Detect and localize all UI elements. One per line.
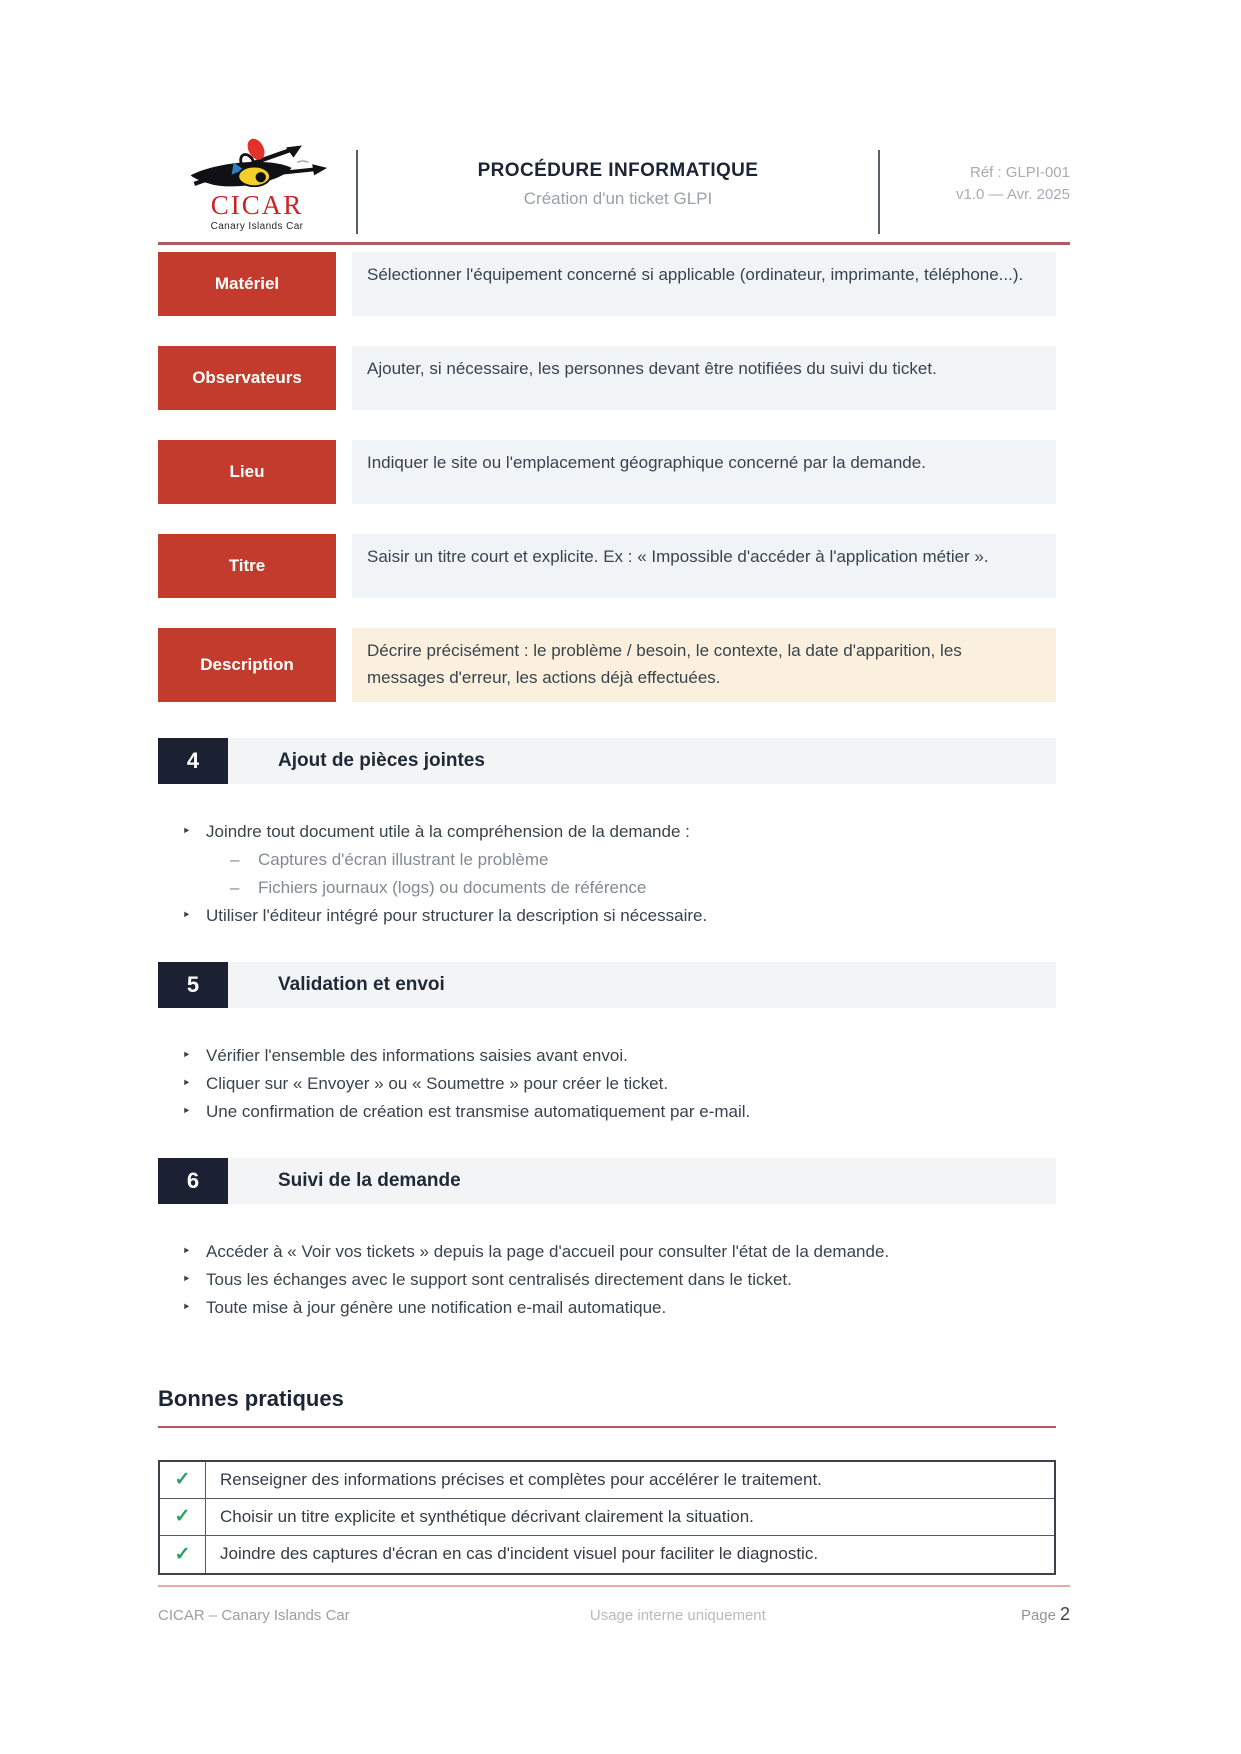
- bullet-icon: ‣: [182, 1074, 191, 1092]
- bullet-icon: ‣: [182, 1298, 191, 1316]
- section-header-bar: [158, 962, 1056, 1008]
- dash-icon: –: [230, 877, 240, 897]
- section-bullet-list: [182, 818, 1070, 930]
- check-icon: ✓: [160, 1536, 206, 1573]
- list-item-text: Accéder à « Voir vos tickets » depuis la page d'accueil pour consulter l'état de la demande.: [206, 1241, 890, 1261]
- sub-list-item-text: Fichiers journaux (logs) ou documents de référence: [258, 877, 647, 897]
- field-row-observateurs: [158, 346, 1056, 410]
- field-label: Matériel: [158, 252, 336, 316]
- footer-page-number: 2: [1059, 1603, 1070, 1624]
- document-reference: Réf : GLPI-001: [969, 163, 1070, 181]
- section-title: Ajout de pièces jointes: [278, 749, 485, 771]
- footer-usage-note: Usage interne uniquement: [589, 1606, 766, 1624]
- table-row: [160, 1499, 1054, 1536]
- section-number-badge: 6: [158, 1158, 228, 1204]
- field-label: Observateurs: [158, 346, 336, 410]
- list-item: [182, 1294, 1070, 1322]
- footer-company: CICAR – Canary Islands Car: [158, 1606, 350, 1624]
- field-description: Indiquer le site ou l'emplacement géographique concerné par la demande.: [352, 440, 1056, 504]
- sub-list-item: [230, 846, 1070, 874]
- list-item: [182, 1238, 1070, 1266]
- check-icon: ✓: [160, 1499, 206, 1535]
- section-bullet-list: [182, 1042, 1070, 1126]
- header-title-block: [358, 138, 878, 236]
- field-label: Titre: [158, 534, 336, 598]
- bullet-icon: ‣: [182, 1102, 191, 1120]
- header-ref-block: [880, 138, 1070, 236]
- logo-tagline: Canary Islands Car: [210, 221, 304, 232]
- table-cell-text: Joindre des captures d'écran en cas d'incident visuel pour faciliter le diagnostic.: [220, 1544, 819, 1564]
- list-item: [182, 1266, 1070, 1294]
- document-subtitle: Création d'un ticket GLPI: [523, 188, 713, 208]
- list-item: [182, 1042, 1070, 1070]
- document-title: PROCÉDURE INFORMATIQUE: [477, 159, 759, 181]
- field-label: Lieu: [158, 440, 336, 504]
- document-footer: [158, 1585, 1070, 1625]
- field-description: Sélectionner l'équipement concerné si applicable (ordinateur, imprimante, téléphone...).: [352, 252, 1056, 316]
- field-description: Saisir un titre court et explicite. Ex : « Impossible d'accéder à l'application métier ».: [352, 534, 1056, 598]
- sub-list-item-text: Captures d'écran illustrant le problème: [258, 849, 549, 869]
- sub-list: [230, 846, 1070, 902]
- sub-list-item: [230, 874, 1070, 902]
- section-number-badge: 4: [158, 738, 228, 784]
- section-validation-envoi: [158, 962, 1070, 1126]
- section-bullet-list: [182, 1238, 1070, 1322]
- section-header-bar: [158, 1158, 1056, 1204]
- section-title: Validation et envoi: [278, 973, 445, 995]
- list-item-text: Joindre tout document utile à la compréhension de la demande :: [206, 821, 690, 841]
- bullet-icon: ‣: [182, 1270, 191, 1288]
- field-row-description: [158, 628, 1056, 702]
- field-row-titre: [158, 534, 1056, 598]
- cicar-logo-icon: [177, 138, 337, 196]
- bullet-icon: ‣: [182, 1242, 191, 1260]
- section-title: Suivi de la demande: [278, 1169, 461, 1191]
- dash-icon: –: [230, 849, 240, 869]
- footer-page-label: Page: [1020, 1606, 1056, 1624]
- field-description: Décrire précisément : le problème / besoin, le contexte, la date d'apparition, les messages d'erreur, les actions déjà effectuées.: [352, 628, 1056, 702]
- bullet-icon: ‣: [182, 822, 191, 840]
- list-item-text: Cliquer sur « Envoyer » ou « Soumettre » pour créer le ticket.: [206, 1073, 669, 1093]
- list-item-text: Une confirmation de création est transmise automatiquement par e-mail.: [206, 1101, 751, 1121]
- list-item: [182, 902, 1070, 930]
- section-suivi-demande: [158, 1158, 1070, 1322]
- list-item-text: Toute mise à jour génère une notification e-mail automatique.: [206, 1297, 667, 1317]
- list-item: [182, 818, 1070, 846]
- list-item-text: Utiliser l'éditeur intégré pour structurer la description si nécessaire.: [206, 905, 708, 925]
- field-description: Ajouter, si nécessaire, les personnes devant être notifiées du suivi du ticket.: [352, 346, 1056, 410]
- list-item: [182, 1070, 1070, 1098]
- footer-page-indicator: [888, 1604, 1070, 1625]
- table-row: [160, 1462, 1054, 1499]
- best-practices-table: [158, 1460, 1056, 1575]
- document-content: [158, 138, 1070, 1625]
- best-practices-heading: Bonnes pratiques: [158, 1386, 1056, 1428]
- field-label: Description: [158, 628, 336, 702]
- table-cell-text: Choisir un titre explicite et synthétique décrivant clairement la situation.: [220, 1506, 754, 1526]
- list-item: [182, 1098, 1070, 1126]
- bullet-icon: ‣: [182, 1046, 191, 1064]
- bullet-icon: ‣: [182, 906, 191, 924]
- field-rows: [158, 252, 1070, 702]
- cicar-logo: [158, 138, 356, 236]
- check-icon: ✓: [160, 1462, 206, 1498]
- section-number-badge: 5: [158, 962, 228, 1008]
- table-cell-text: Renseigner des informations précises et complètes pour accélérer le traitement.: [220, 1469, 822, 1489]
- table-row: [160, 1536, 1054, 1573]
- field-row-materiel: [158, 252, 1056, 316]
- field-row-lieu: [158, 440, 1056, 504]
- section-ajout-pieces-jointes: [158, 738, 1070, 930]
- logo-name: CICAR: [210, 190, 304, 220]
- list-item-text: Vérifier l'ensemble des informations saisies avant envoi.: [206, 1045, 628, 1065]
- list-item-text: Tous les échanges avec le support sont centralisés directement dans le ticket.: [206, 1269, 792, 1289]
- section-header-bar: [158, 738, 1056, 784]
- document-version: v1.0 — Avr. 2025: [956, 186, 1070, 203]
- document-header: [158, 138, 1070, 245]
